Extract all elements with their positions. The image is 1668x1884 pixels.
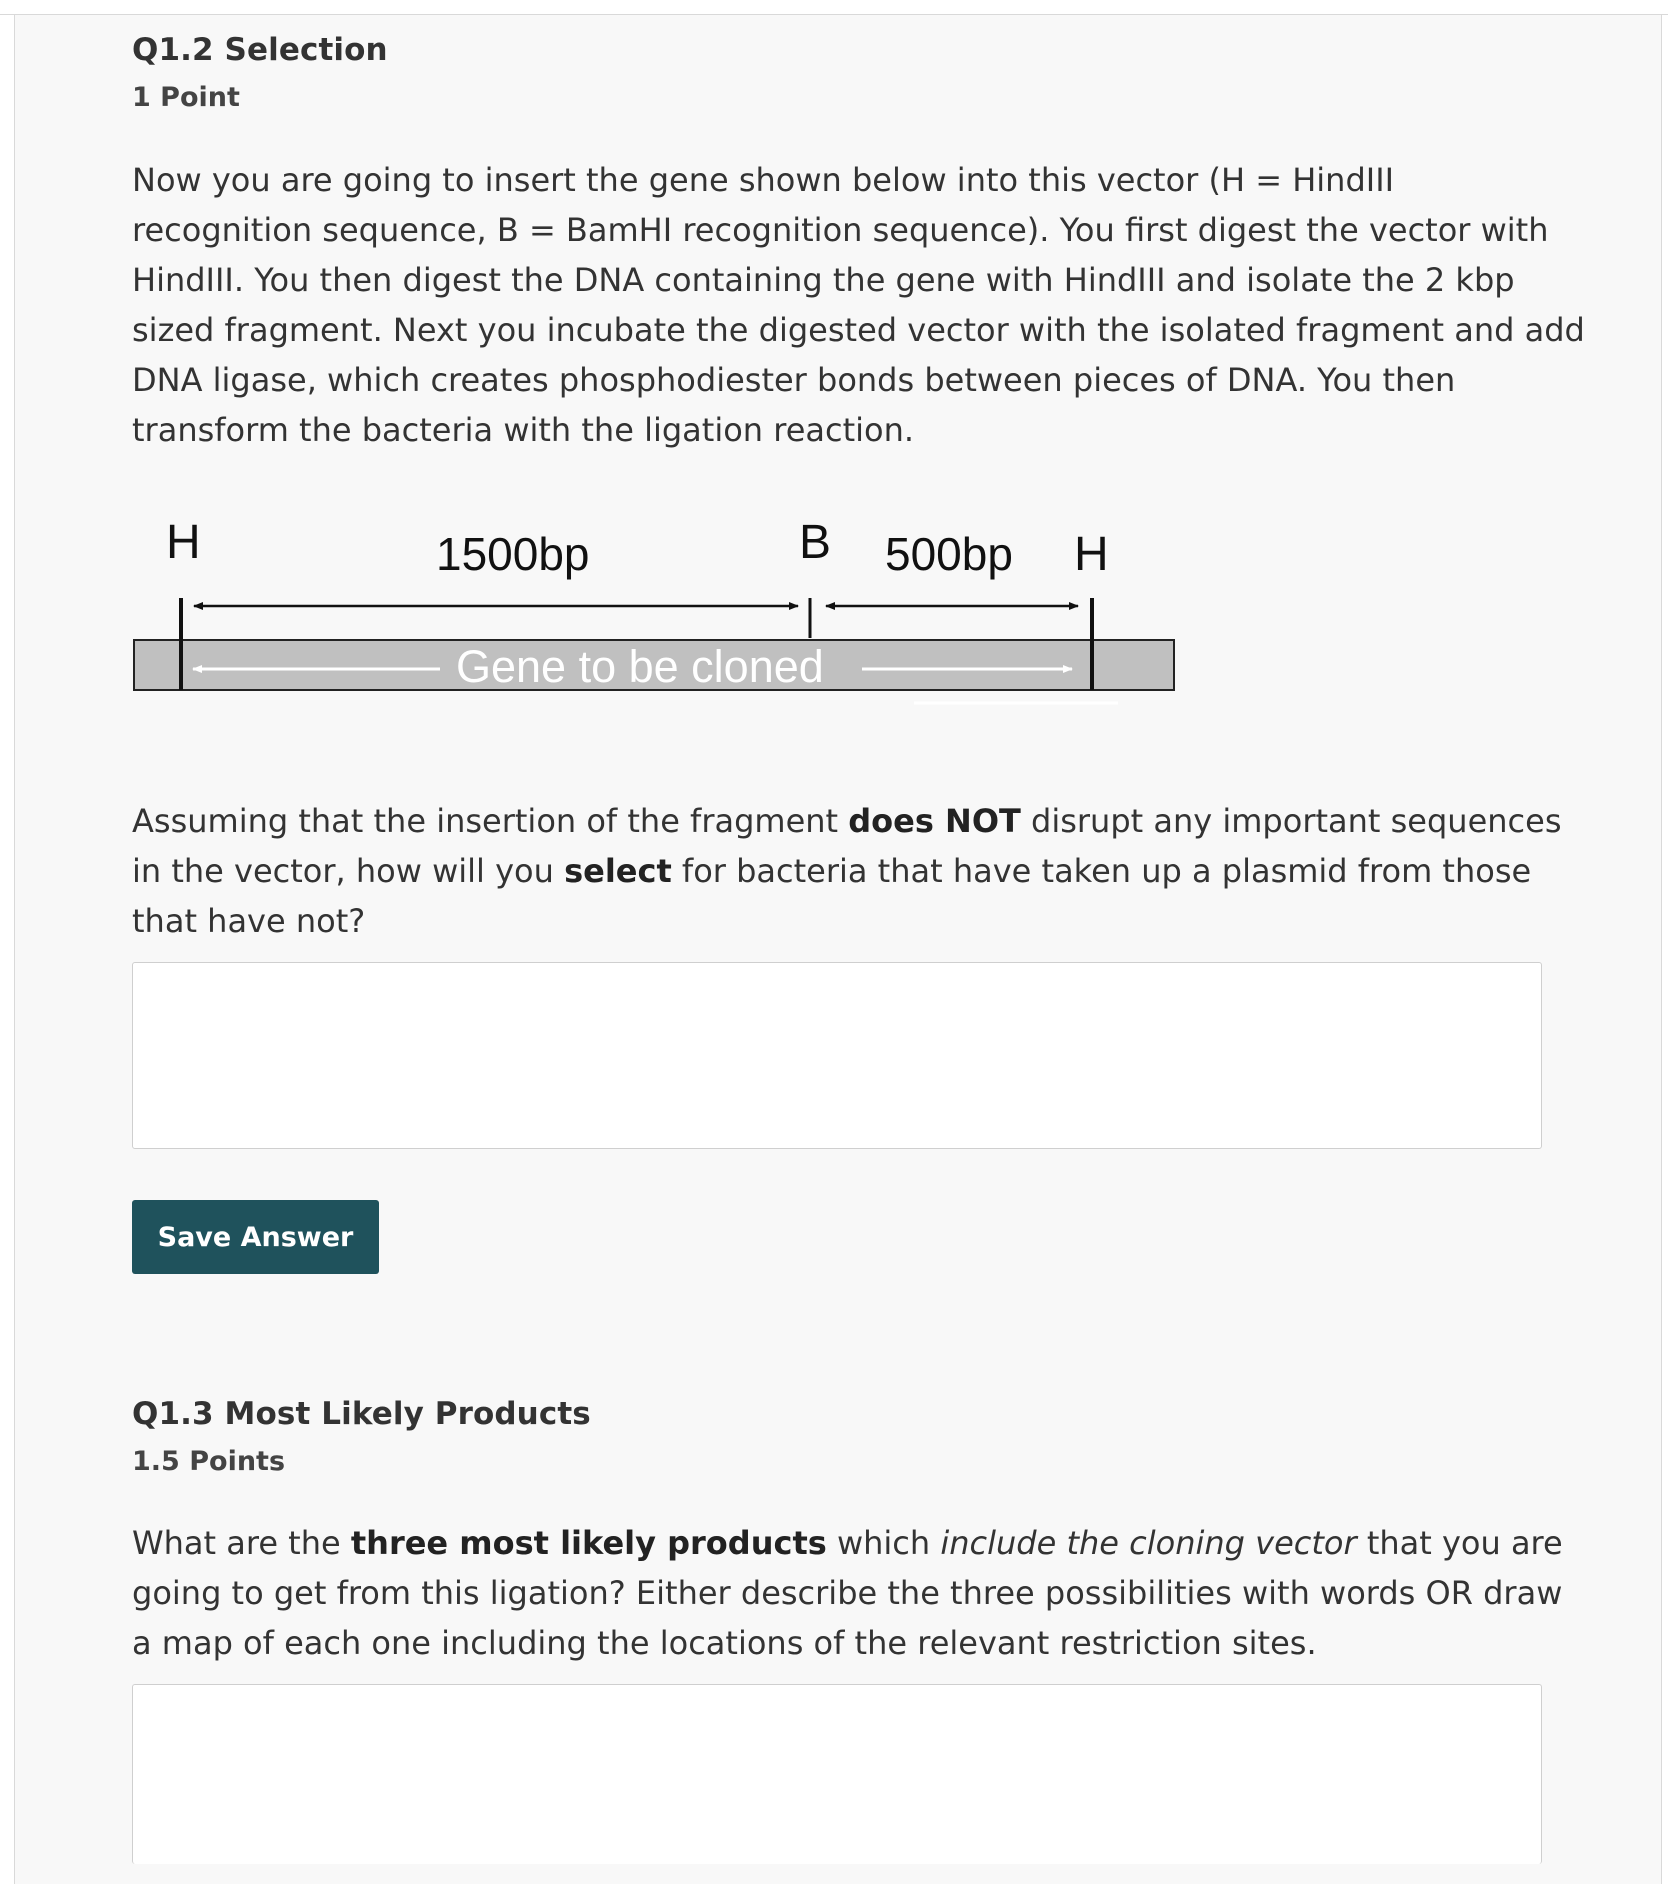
question-points-q1-2: 1 Point (132, 82, 240, 113)
question-text: that you are (1356, 1524, 1563, 1562)
question-text: What are the (132, 1524, 351, 1562)
question-text: which (826, 1524, 941, 1562)
answer-textarea-q1-2[interactable] (132, 962, 1542, 1149)
question-text: in the vector, how will you (132, 852, 565, 890)
question-title-q1-2: Q1.2 Selection (132, 32, 388, 68)
products-question (132, 1518, 1572, 1668)
site-label-right: H (1074, 528, 1109, 581)
site-label-mid: B (799, 520, 832, 569)
intro-line: transform the bacteria with the ligation reaction. (132, 411, 915, 449)
segment-2-label: 500bp (885, 528, 1013, 580)
question-points-q1-3: 1.5 Points (132, 1446, 286, 1477)
site-label-left: H (166, 520, 201, 569)
selection-question (132, 796, 1572, 946)
italic-text: include the cloning vector (940, 1524, 1357, 1562)
question-text: for bacteria that have taken up a plasmid from those (671, 852, 1532, 890)
gene-label: Gene to be cloned (456, 641, 824, 692)
intro-line: sized fragment. Next you incubate the digested vector with the isolated fragment and add (132, 311, 1585, 349)
intro-line: recognition sequence, B = BamHI recognition sequence). You first digest the vector with (132, 211, 1549, 249)
question-text: going to get from this ligation? Either describe the three possibilities with words OR draw (132, 1574, 1563, 1612)
emphasis-text: does NOT (848, 802, 1021, 840)
answer-textarea-q1-3[interactable] (132, 1684, 1542, 1864)
question-text: that have not? (132, 902, 366, 940)
emphasis-text: three most likely products (350, 1524, 827, 1562)
question-intro (132, 155, 1585, 455)
question-text: disrupt any important sequences (1020, 802, 1562, 840)
gene-diagram (0, 520, 1668, 720)
question-title-q1-3: Q1.3 Most Likely Products (132, 1396, 591, 1432)
intro-line: Now you are going to insert the gene shown below into this vector (H = HindIII (132, 161, 1395, 199)
emphasis-text: select (564, 852, 672, 890)
segment-1-label: 1500bp (436, 528, 590, 580)
question-text: Assuming that the insertion of the fragment (132, 802, 849, 840)
question-text: a map of each one including the locations of the relevant restriction sites. (132, 1624, 1317, 1662)
intro-line: DNA ligase, which creates phosphodiester bonds between pieces of DNA. You then (132, 361, 1456, 399)
save-answer-button[interactable]: Save Answer (132, 1200, 379, 1274)
intro-line: HindIII. You then digest the DNA containing the gene with HindIII and isolate the 2 kbp (132, 261, 1515, 299)
